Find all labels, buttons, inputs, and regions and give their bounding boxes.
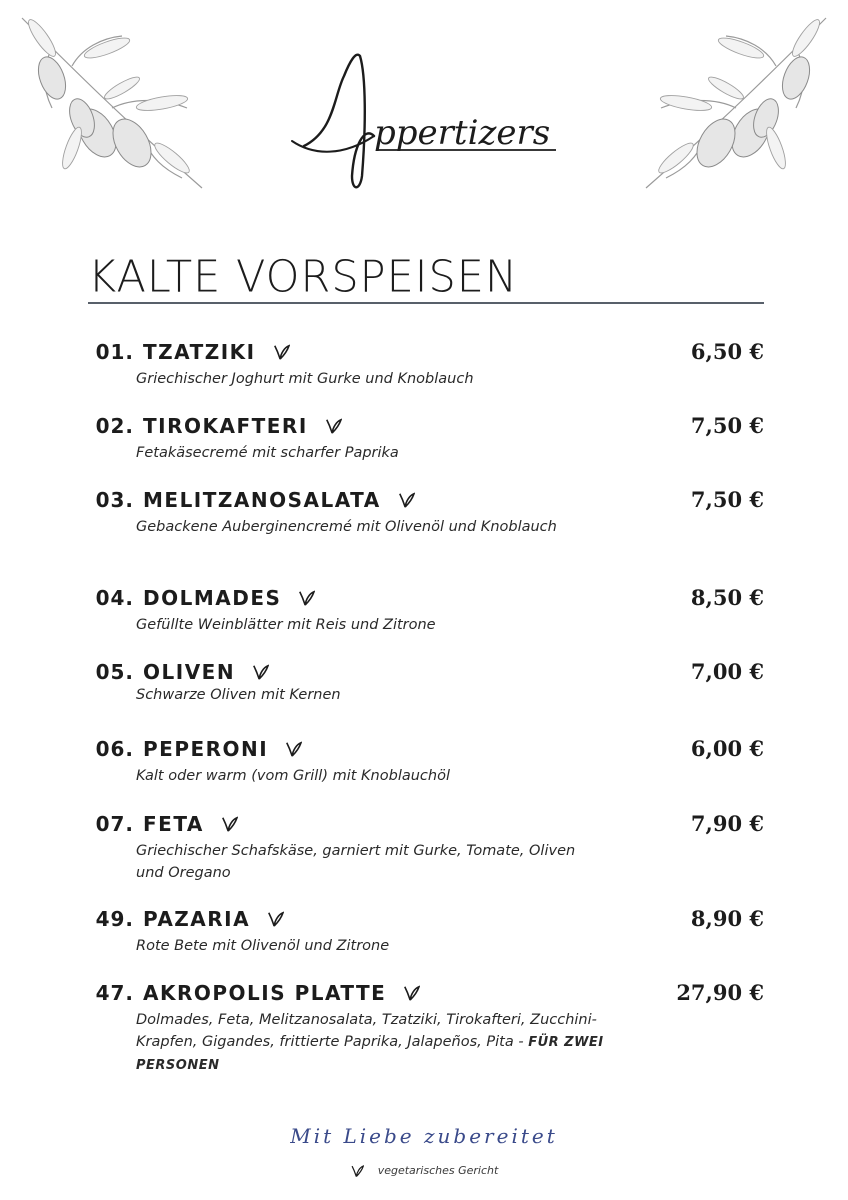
menu-item [88,484,764,582]
leaf-icon [284,741,302,757]
item-number: 49. [95,907,134,931]
leaf-icon [266,911,284,927]
leaf-icon [324,418,342,434]
item-number: 05. [95,660,134,684]
item-name: DOLMADES [143,586,282,610]
menu-item [88,808,764,903]
leaf-icon [297,590,315,606]
section-divider [88,302,764,304]
menu-item-list [88,336,764,1087]
item-description: Kalt oder warm (vom Grill) mit Knoblauchöl [136,768,450,784]
item-price: 7,00 € [690,659,764,684]
item-price: 7,90 € [690,811,764,836]
item-description-text: Dolmades, Feta, Melitzanosalata, Tzatziki, Tirokafteri, Zucchini-Krapfen, Gigandes, frittierte Paprika, Jalapeños, Pita - [136,1012,597,1050]
item-number: 06. [95,737,134,761]
leaf-icon [397,492,415,508]
item-number: 01. [95,340,134,364]
item-number: 03. [95,488,134,512]
item-price: 7,50 € [690,487,764,512]
leaf-icon [251,664,269,680]
menu-item [88,410,764,484]
menu-item [88,903,764,977]
item-price: 6,00 € [690,736,764,761]
item-description: Rote Bete mit Olivenöl und Zitrone [136,938,390,954]
legend-text: vegetarisches Gericht [377,1164,499,1177]
footer-legend [0,1164,848,1178]
item-name: MELITZANOSALATA [143,488,381,512]
item-description-emphasis: FÜR ZWEI PERSONEN [136,1035,604,1073]
item-price: 7,50 € [690,413,764,438]
item-price: 27,90 € [676,980,764,1005]
item-name: TIROKAFTERI [143,414,308,438]
leaf-icon [402,985,420,1001]
item-description: Griechischer Joghurt mit Gurke und Knoblauch [136,371,474,387]
item-number: 04. [95,586,134,610]
item-name: PEPERONI [143,737,269,761]
item-name: PAZARIA [143,907,251,931]
item-number: 02. [95,414,134,438]
item-description: Griechischer Schafskäse, garniert mit Gurke, Tomate, Oliven und Oregano [136,843,576,881]
leaf-icon [220,816,238,832]
item-description: Fetakäsecremé mit scharfer Paprika [136,445,399,461]
item-number: 07. [95,812,134,836]
item-number: 47. [95,981,134,1005]
item-name: AKROPOLIS PLATTE [143,981,387,1005]
item-name: FETA [143,812,204,836]
item-description: Schwarze Oliven mit Kernen [136,687,341,703]
menu-item [88,656,764,733]
menu-item [88,977,764,1087]
menu-item [88,582,764,656]
leaf-icon [272,344,290,360]
item-price: 8,90 € [690,906,764,931]
section-title: KALTE VORSPEISEN [88,251,519,303]
item-name: TZATZIKI [143,340,256,364]
item-name: OLIVEN [143,660,236,684]
item-price: 6,50 € [690,339,764,364]
menu-item [88,336,764,410]
page-title [0,36,848,196]
item-price: 8,50 € [690,585,764,610]
item-description: Gebackene Auberginencremé mit Olivenöl und Knoblauch [136,519,557,535]
item-description: Gefüllte Weinblätter mit Reis und Zitrone [136,617,436,633]
leaf-icon [350,1164,364,1178]
item-description [136,1009,606,1077]
menu-item [88,733,764,808]
footer-tagline: Mit Liebe zubereitet [290,1124,558,1148]
title-text: ppertizers [374,113,551,153]
